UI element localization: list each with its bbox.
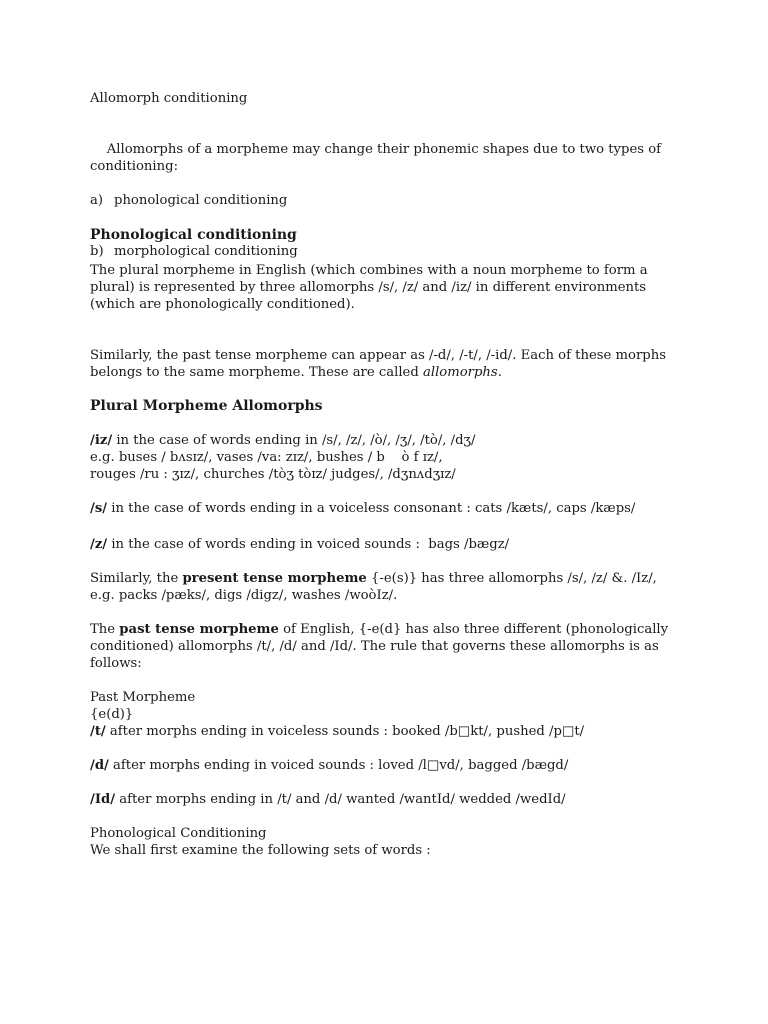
iz-rule: in the case of words ending in /s/, /z/, /ò/, /ʒ/, /tò/, /dʒ/: [112, 433, 476, 448]
plural-allomorphs-heading: Plural Morpheme Allomorphs: [90, 398, 323, 414]
list-marker-b: b): [90, 244, 104, 259]
intro-text: Allomorphs of a morpheme may change their phonemic shapes due to two types of conditioning:: [90, 142, 666, 174]
past-tense-end: .: [497, 365, 502, 380]
present-term: present tense morpheme: [182, 571, 367, 586]
past-tense-text: Similarly, the past tense morpheme can appear as /-d/, /-t/, /-id/. Each of these morphs belongs to the same morpheme. These are called: [90, 348, 671, 380]
list-item-a: [90, 192, 690, 209]
present-examples: e.g. packs /pæks/, digs /digz/, washes /woòIz/.: [90, 588, 398, 603]
list-text-a: phonological conditioning: [114, 193, 288, 208]
pasttense-pre: The: [90, 622, 120, 637]
iz-examples-1: e.g. buses / bʌsɪz/, vases /va: zɪz/, bushes / b ò f ɪz/,: [90, 450, 443, 465]
iz-allomorph-block: [90, 432, 690, 483]
list-item-b: [90, 243, 690, 260]
past-tense-paragraph: [90, 347, 690, 381]
d-rule: after morphs ending in voiced sounds : loved /l□vd/, bagged /bægd/: [108, 758, 569, 773]
plural-paragraph: The plural morpheme in English (which combines with a noun morpheme to form a plural) is represented by three allomorphs /s/, /z/ and /iz/ in different environments (which are phonologically conditioned).: [90, 263, 652, 312]
t-rule: after morphs ending in voiceless sounds : booked /b□kt/, pushed /p□t/: [105, 724, 585, 739]
s-rule: in the case of words ending in a voiceless consonant : cats /kæts/, caps /kæps/: [107, 501, 636, 516]
id-rule: after morphs ending in /t/ and /d/ wanted /wantId/ wedded /wedId/: [115, 792, 566, 807]
z-rule: in the case of words ending in voiced sounds : bags /bægz/: [107, 537, 510, 552]
d-allomorph-block: [90, 757, 690, 774]
t-key: /t/: [90, 724, 106, 739]
pasttense-post: of English, {-e(d} has also three different (phonologically conditioned) allomorphs /t/, /d/ and /Id/. The rule that governs these allomorphs is as follows:: [90, 622, 673, 671]
past-tense-morpheme-block: [90, 621, 690, 672]
id-allomorph-block: [90, 791, 690, 808]
list-marker-a: a): [90, 193, 104, 208]
d-key: /d/: [90, 758, 109, 773]
document-title: Allomorph conditioning: [90, 91, 248, 106]
closing-block: [90, 825, 690, 859]
iz-key: /iz/: [90, 433, 113, 448]
closing-text: We shall first examine the following sets of words :: [90, 843, 431, 858]
z-key: /z/: [90, 537, 108, 552]
list-text-b: morphological conditioning: [114, 244, 298, 259]
present-pre: Similarly, the: [90, 571, 183, 586]
iz-examples-2: rouges /ru : ʒɪz/, churches /tòʒ tòɪz/ judges/, /dʒnʌdʒɪz/: [90, 467, 456, 482]
id-key: /Id/: [90, 792, 116, 807]
allomorphs-term: allomorphs: [422, 365, 498, 380]
s-key: /s/: [90, 501, 108, 516]
phonological-heading: Phonological conditioning: [90, 227, 297, 243]
past-morpheme-notation: {e(d)}: [90, 707, 134, 722]
z-allomorph-block: [90, 536, 690, 553]
closing-heading: Phonological Conditioning: [90, 826, 267, 841]
s-allomorph-block: [90, 500, 690, 517]
present-tense-block: [90, 570, 690, 604]
past-morpheme-block: [90, 689, 690, 740]
present-post: {-e(s)} has three allomorphs /s/, /z/ &. /Iz/,: [366, 571, 657, 586]
past-morpheme-label: Past Morpheme: [90, 690, 196, 705]
pasttense-term: past tense morpheme: [119, 622, 279, 637]
